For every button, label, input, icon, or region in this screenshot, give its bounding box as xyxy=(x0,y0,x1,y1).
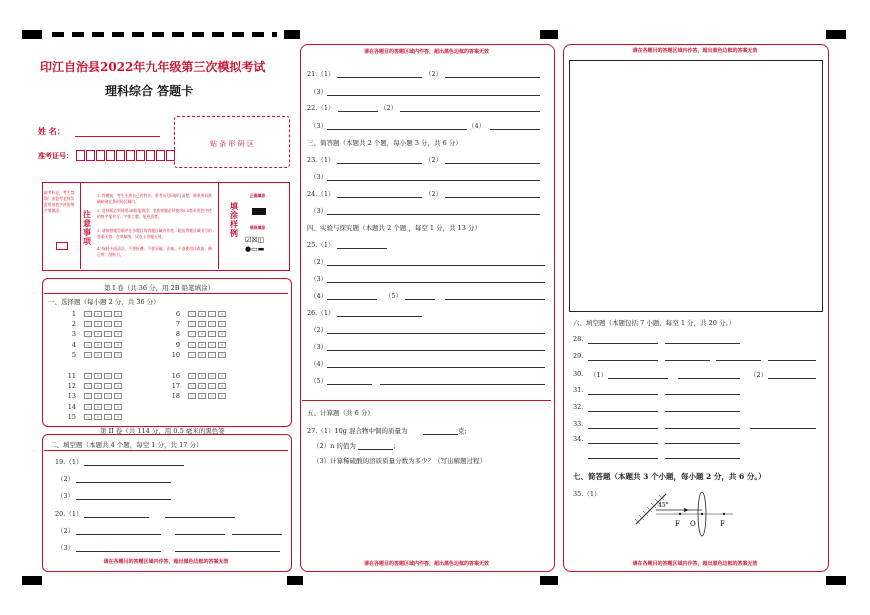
answer-line[interactable] xyxy=(84,465,184,466)
answer-bubble[interactable]: C xyxy=(208,352,216,358)
choice-row xyxy=(60,403,124,411)
boundary-warning: 请在各题目的答题区域内作答，超出黑色边框的答案无效 xyxy=(632,561,758,567)
answer-bubble[interactable]: D xyxy=(114,342,122,348)
answer-bubble[interactable]: B xyxy=(94,321,102,327)
q25-part3: （3） xyxy=(310,275,328,283)
wrong-fill-samples: ☑☒◫ ●▭▬ xyxy=(245,236,265,253)
q27-part3: （3）计算稀硫酸的溶质质量分数为多少？（写出解题过程） xyxy=(313,457,487,465)
q21-part3: （3） xyxy=(310,88,328,96)
answer-line[interactable] xyxy=(588,343,658,344)
answer-line[interactable] xyxy=(327,299,377,300)
answer-bubble[interactable]: A xyxy=(84,352,92,358)
answer-bubble[interactable]: A xyxy=(188,331,196,337)
choice-row xyxy=(164,320,228,328)
answer-line[interactable] xyxy=(327,180,540,181)
answer-line[interactable] xyxy=(327,350,545,351)
q22-part4: （4） xyxy=(468,122,486,130)
answer-line[interactable] xyxy=(76,534,161,535)
answer-line[interactable] xyxy=(232,534,282,535)
answer-bubble[interactable]: D xyxy=(218,393,226,399)
answer-line[interactable] xyxy=(665,360,710,361)
part1-title: 第 I 卷（共 36 分，用 2B 铅笔填涂） xyxy=(104,284,215,292)
answer-line[interactable] xyxy=(588,360,658,361)
answer-bubble[interactable]: D xyxy=(218,373,226,379)
answer-line[interactable] xyxy=(338,111,378,112)
answer-bubble[interactable]: A xyxy=(188,342,196,348)
q24-part2: （2） xyxy=(425,190,443,198)
q27-part2-end: ； xyxy=(393,442,400,450)
fill-section-title: 二、填空题（本题共 4 个题，每空 1 分，共 17 分） xyxy=(50,441,203,449)
q23-part2: （2） xyxy=(425,156,443,164)
question-number: 12 xyxy=(67,382,76,391)
answer-bubble[interactable]: A xyxy=(188,321,196,327)
answer-bubble[interactable]: C xyxy=(104,352,112,358)
answer-line[interactable] xyxy=(665,394,740,395)
question-number: 2 xyxy=(71,320,76,329)
answer-bubble[interactable]: C xyxy=(104,383,112,389)
question-number: 3 xyxy=(71,330,76,339)
answer-bubble[interactable]: B xyxy=(198,373,206,379)
divider xyxy=(302,400,551,401)
q26-part5: （5） xyxy=(310,377,328,385)
question-number: 14 xyxy=(67,402,76,411)
answer-bubble[interactable]: D xyxy=(218,342,226,348)
mirror xyxy=(635,494,666,524)
answer-bubble[interactable]: C xyxy=(208,342,216,348)
answer-bubble[interactable]: A xyxy=(84,342,92,348)
right-fill-section-title: 六、填空题（本题包括 7 小题，每空 1 分，共 20 分。） xyxy=(573,319,736,327)
answer-bubble[interactable]: A xyxy=(188,383,196,389)
answer-line[interactable] xyxy=(400,111,540,112)
q20-label: 20.（1） xyxy=(55,510,83,518)
answer-bubble[interactable]: A xyxy=(84,414,92,420)
optics-diagram xyxy=(628,488,738,538)
choice-row xyxy=(60,320,124,328)
question-number: 1 xyxy=(71,310,76,318)
answer-line[interactable] xyxy=(327,129,467,130)
answer-bubble[interactable]: A xyxy=(188,352,196,358)
answer-bubble[interactable]: D xyxy=(114,321,122,327)
choice-row xyxy=(164,382,228,390)
answer-bubble[interactable]: B xyxy=(94,342,102,348)
answer-bubble[interactable]: B xyxy=(94,404,102,410)
answer-bubble[interactable]: C xyxy=(208,321,216,327)
boundary-warning: 请在各题目的答题区域内作答，超出黑色边框的答案无效 xyxy=(103,559,229,565)
short-answer-section-title: 三、简答题（本题共 2 个题，每小题 3 分，共 6 分） xyxy=(307,139,462,147)
q30-label: 30. xyxy=(573,370,584,378)
answer-bubble[interactable]: D xyxy=(218,331,226,337)
barcode-area xyxy=(174,116,290,168)
choice-row xyxy=(60,351,124,359)
answer-line[interactable] xyxy=(588,411,658,412)
q33-label: 33. xyxy=(573,420,584,428)
q24-part3: （3） xyxy=(310,207,328,215)
dash-bar xyxy=(52,32,277,37)
answer-line[interactable] xyxy=(327,214,540,215)
calc-section-title: 五、计算题（共 6 分） xyxy=(307,409,374,417)
focal-point xyxy=(723,513,725,515)
answer-line[interactable] xyxy=(608,378,668,379)
answer-line[interactable] xyxy=(490,129,540,130)
answer-line[interactable] xyxy=(588,443,658,444)
timing-mark xyxy=(540,30,558,39)
absent-note: 缺考标记，考生禁填！由监考老师负责用黑色字迹的签字笔填涂。 xyxy=(44,190,75,213)
arrow-icon xyxy=(684,508,689,512)
notice-title: 注意事项 xyxy=(83,209,91,246)
answer-line[interactable] xyxy=(358,449,393,450)
answer-bubble[interactable]: D xyxy=(114,311,122,317)
q26-part4: （4） xyxy=(310,360,328,368)
answer-bubble[interactable]: C xyxy=(208,393,216,399)
choice-row xyxy=(60,413,124,421)
answer-bubble[interactable]: D xyxy=(218,352,226,358)
choice-row xyxy=(164,341,228,349)
choice-row xyxy=(60,330,124,338)
answer-bubble[interactable]: C xyxy=(104,393,112,399)
question-number: 4 xyxy=(71,340,76,349)
answer-line[interactable] xyxy=(327,384,372,385)
choice-row xyxy=(60,392,124,400)
timing-mark xyxy=(22,30,42,39)
q27-part2: （2）n 的值为 xyxy=(313,442,356,450)
q22-part2: （2） xyxy=(380,104,398,112)
answer-bubble[interactable]: D xyxy=(114,352,122,358)
notice-item: 2. 选择题必须使用2B铅笔填涂；非选择题必须使用0.5毫米黑色字迹的签字笔书写，字体工整、笔迹清楚。 xyxy=(97,208,212,219)
q25-part4: （4） xyxy=(310,292,328,300)
choice-row xyxy=(164,351,228,359)
answer-bubble[interactable]: D xyxy=(114,373,122,379)
timing-mark xyxy=(287,576,303,585)
q19-label: 19.（1） xyxy=(55,458,83,466)
boundary-warning: 请在各题目的答题区域内作答，超出黑色边框的答案无效 xyxy=(632,48,758,54)
focal-point xyxy=(679,513,681,515)
answer-bubble[interactable]: C xyxy=(104,311,112,317)
answer-bubble[interactable]: B xyxy=(198,321,206,327)
answer-bubble[interactable]: D xyxy=(114,393,122,399)
sample-title: 填涂样例 xyxy=(230,201,238,238)
choice-row xyxy=(60,341,124,349)
lens-center xyxy=(701,513,703,515)
choice-row xyxy=(164,310,228,318)
q30-part2: （2） xyxy=(750,371,768,379)
answer-line[interactable] xyxy=(716,360,761,361)
answer-line[interactable] xyxy=(665,428,740,429)
answer-bubble[interactable]: D xyxy=(114,383,122,389)
answer-bubble[interactable]: C xyxy=(104,414,112,420)
choice-row xyxy=(60,310,124,318)
answer-line[interactable] xyxy=(445,299,545,300)
answer-line[interactable] xyxy=(665,411,740,412)
angle-label: 45° xyxy=(658,502,669,509)
timing-mark xyxy=(22,576,42,585)
card-subtitle: 理科综合 答题卡 xyxy=(105,84,194,98)
q34-label: 34. xyxy=(573,435,584,443)
answer-line[interactable] xyxy=(445,197,540,198)
boundary-warning: 请在各题目的答题区域内作答，超出黑色边框的答案无效 xyxy=(363,49,489,55)
answer-bubble[interactable]: B xyxy=(198,352,206,358)
answer-line[interactable] xyxy=(337,163,422,164)
timing-mark xyxy=(284,30,300,39)
answer-line[interactable] xyxy=(750,428,816,429)
answer-bubble[interactable]: C xyxy=(104,342,112,348)
answer-line[interactable] xyxy=(768,360,816,361)
answer-line[interactable] xyxy=(175,534,225,535)
answer-line[interactable] xyxy=(327,282,545,283)
answer-bubble[interactable]: B xyxy=(198,393,206,399)
answer-bubble[interactable]: B xyxy=(198,331,206,337)
barcode-label: 贴 条 形 码 区 xyxy=(210,140,254,148)
q25-part2: （2） xyxy=(310,258,328,266)
answer-bubble[interactable]: A xyxy=(188,373,196,379)
answer-line[interactable] xyxy=(76,551,161,552)
q22-part3: （3） xyxy=(310,122,328,130)
answer-bubble[interactable]: D xyxy=(114,414,122,420)
answer-line[interactable] xyxy=(327,265,545,266)
answer-line[interactable] xyxy=(337,197,422,198)
q30-part1: （1） xyxy=(590,371,608,379)
notice-item: 4. 保持卡面清洁，不要折叠、不要弄破、弄皱，不准使用涂改液、修正带、刮纸刀。 xyxy=(97,246,212,257)
answer-line[interactable] xyxy=(327,95,540,96)
answer-bubble[interactable]: A xyxy=(188,393,196,399)
answer-line[interactable] xyxy=(665,343,740,344)
divider xyxy=(218,182,219,269)
answer-line[interactable] xyxy=(76,499,171,500)
answer-line[interactable] xyxy=(327,367,545,368)
answer-line[interactable] xyxy=(165,517,235,518)
answer-line[interactable] xyxy=(445,163,540,164)
answer-bubble[interactable]: D xyxy=(218,321,226,327)
q22-label: 22.（1） xyxy=(307,104,335,112)
answer-bubble[interactable]: B xyxy=(94,311,102,317)
question-number: 6 xyxy=(175,310,180,318)
choice-section-title: 一、选择题（每小题 2 分，共 36 分） xyxy=(48,298,160,306)
answer-line[interactable] xyxy=(76,482,171,483)
id-number-boxes[interactable] xyxy=(76,150,176,163)
right-short-section-title: 七、简答题（本题共 3 个小题，每小题 2 分，共 6 分。） xyxy=(573,472,766,481)
answer-line[interactable] xyxy=(588,458,658,459)
answer-bubble[interactable]: B xyxy=(94,352,102,358)
answer-bubble[interactable]: B xyxy=(94,383,102,389)
question-number: 15 xyxy=(67,412,76,421)
center-label: O xyxy=(690,520,696,528)
answer-bubble[interactable]: C xyxy=(104,404,112,410)
divider xyxy=(44,450,288,451)
answer-bubble[interactable]: A xyxy=(84,331,92,337)
answer-bubble[interactable]: B xyxy=(198,342,206,348)
q27-part1-unit: 克; xyxy=(458,427,467,435)
middle-panel xyxy=(300,44,555,572)
notice-item: 3. 请按照题号顺序在各题目的答题区域内作答，超出答题区域书写的答案无效；在草稿纸、试卷上答题无效。 xyxy=(97,228,212,239)
focal-label: F xyxy=(720,520,725,528)
q21-part2: （2） xyxy=(425,70,443,78)
answer-line[interactable] xyxy=(665,443,740,444)
choice-row xyxy=(60,372,124,380)
answer-bubble[interactable]: C xyxy=(208,383,216,389)
answer-bubble[interactable]: D xyxy=(218,383,226,389)
q25-label: 25.（1） xyxy=(307,241,335,249)
choice-row xyxy=(164,392,228,400)
answer-line[interactable] xyxy=(768,378,816,379)
answer-bubble[interactable]: A xyxy=(188,311,196,317)
q19-part2: （2） xyxy=(57,475,75,483)
answer-line[interactable] xyxy=(405,299,435,300)
correct-fill-label: 正确填涂 xyxy=(250,193,266,198)
choice-row xyxy=(164,330,228,338)
q26-label: 26.（1） xyxy=(307,309,335,317)
answer-bubble[interactable]: B xyxy=(94,331,102,337)
question-number: 9 xyxy=(175,340,180,349)
q28-label: 28. xyxy=(573,335,584,343)
answer-line[interactable] xyxy=(445,77,540,78)
divider xyxy=(44,293,288,294)
answer-bubble[interactable]: C xyxy=(208,331,216,337)
answer-line[interactable] xyxy=(337,316,422,317)
answer-line[interactable] xyxy=(337,77,422,78)
answer-bubble[interactable]: A xyxy=(84,311,92,317)
correct-fill-sample xyxy=(252,208,266,215)
q23-part3: （3） xyxy=(310,173,328,181)
answer-bubble[interactable]: B xyxy=(94,373,102,379)
answer-bubble[interactable]: B xyxy=(94,393,102,399)
answer-line[interactable] xyxy=(665,458,740,459)
q35-label: 35.（1） xyxy=(573,490,601,498)
question-number: 11 xyxy=(67,372,76,380)
answer-bubble[interactable]: D xyxy=(114,331,122,337)
q27-part1: 27.（1）10g 混合物中铜的质量为 xyxy=(307,427,408,435)
boundary-warning: 请在各题目的答题区域内作答，超出黑色边框的答案无效 xyxy=(363,561,489,567)
q19-part3: （3） xyxy=(57,492,75,500)
experiment-section-title: 四、实验与探究题（本题共 2 个题 ，每空 1 分，共 13 分） xyxy=(307,224,482,232)
exam-title: 印江自治县2022年九年级第三次模拟考试 xyxy=(40,60,266,74)
q32-label: 32. xyxy=(573,403,584,411)
absent-mark-box[interactable] xyxy=(56,242,68,250)
q21-label: 21.（1） xyxy=(307,70,335,78)
answer-bubble[interactable]: C xyxy=(104,321,112,327)
answer-bubble[interactable]: A xyxy=(84,383,92,389)
name-field[interactable] xyxy=(75,136,160,137)
timing-mark xyxy=(540,576,558,585)
answer-bubble[interactable]: C xyxy=(208,311,216,317)
id-label: 准考证号： xyxy=(38,151,73,160)
q29-label: 29. xyxy=(573,352,584,360)
answer-bubble[interactable]: A xyxy=(84,404,92,410)
answer-line[interactable] xyxy=(423,434,458,435)
answer-line[interactable] xyxy=(175,551,280,552)
answer-line[interactable] xyxy=(380,384,545,385)
timing-mark xyxy=(826,30,846,39)
name-label: 姓 名： xyxy=(38,126,65,136)
answer-bubble[interactable]: C xyxy=(208,373,216,379)
q23-label: 23.（1） xyxy=(307,156,335,164)
part2-title: 第 II 卷（共 114 分，用 0.5 毫米的黑色签 xyxy=(100,427,225,435)
answer-bubble[interactable]: A xyxy=(84,321,92,327)
answer-line[interactable] xyxy=(678,378,740,379)
answer-line[interactable] xyxy=(327,333,545,334)
answer-line[interactable] xyxy=(588,428,658,429)
question-number: 18 xyxy=(171,392,180,401)
answer-bubble[interactable]: B xyxy=(198,383,206,389)
answer-line[interactable] xyxy=(84,517,149,518)
answer-bubble[interactable]: B xyxy=(198,311,206,317)
q26-part2: （2） xyxy=(310,326,328,334)
focal-label: F xyxy=(675,520,680,528)
answer-bubble[interactable]: D xyxy=(218,311,226,317)
q26-part3: （3） xyxy=(310,343,328,351)
q24-label: 24.（1） xyxy=(307,190,335,198)
answer-bubble[interactable]: B xyxy=(94,414,102,420)
answer-line[interactable] xyxy=(337,248,387,249)
choice-row xyxy=(164,372,228,380)
q31-label: 31. xyxy=(573,386,584,394)
timing-mark xyxy=(826,576,846,585)
divider xyxy=(80,182,81,269)
answer-bubble[interactable]: C xyxy=(104,373,112,379)
wrong-fill-label: 错误填涂 xyxy=(250,225,266,230)
question-number: 8 xyxy=(175,330,180,339)
notice-item: 1. 答题前，考生先将自己的姓名、准考证号码填写清楚，将条形码准确粘贴在条形码区域内。 xyxy=(97,193,212,204)
question-number: 7 xyxy=(175,320,180,329)
answer-bubble[interactable]: A xyxy=(84,373,92,379)
q20-part3: （3） xyxy=(57,544,75,552)
answer-bubble[interactable]: D xyxy=(114,404,122,410)
q25-part5: （5） xyxy=(385,292,403,300)
question-number: 17 xyxy=(171,382,180,391)
answer-bubble[interactable]: C xyxy=(104,331,112,337)
answer-bubble[interactable]: A xyxy=(84,393,92,399)
question-number: 5 xyxy=(71,350,76,359)
question-number: 10 xyxy=(171,350,180,359)
question-number: 13 xyxy=(67,392,76,401)
answer-area-frame[interactable] xyxy=(569,60,823,312)
answer-line[interactable] xyxy=(588,394,658,395)
question-number: 16 xyxy=(171,372,180,380)
q20-part2: （2） xyxy=(57,527,75,535)
choice-row xyxy=(60,382,124,390)
